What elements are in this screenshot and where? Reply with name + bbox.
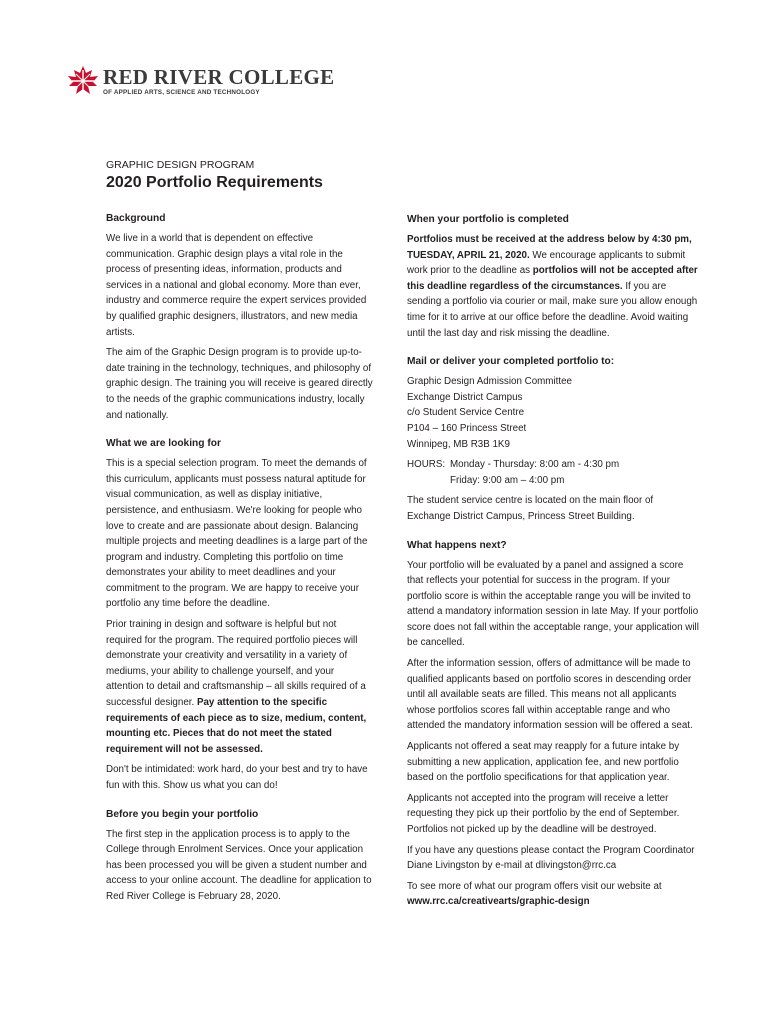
next-paragraph-6 [407,879,699,910]
completed-heading: When your portfolio is completed [407,214,569,225]
hours-label: HOURS: [407,459,446,471]
address-line: Graphic Design Admission Committee [407,376,572,388]
address-line: c/o Student Service Centre [407,407,525,419]
looking-heading: What we are looking for [106,438,221,450]
deadline-advice: If you are sending a portfolio via courier or mail, make sure you allow enough time for it to arrive at our office before the deadline. Avoid waiting until the last day and risk missing the deadline. [407,280,698,339]
page-title: 2020 Portfolio Requirements [106,174,323,191]
right-column [407,212,699,915]
background-paragraph-2: The aim of the Graphic Design program is to provide up-to-date training in the technology, techniques, and philosophy of graphic design. The training you will receive is geared directly to the needs of the graphic communications industry, locally and nationally. [106,347,373,421]
address-line: P104 – 160 Princess Street [407,422,527,434]
next-paragraph-4: Applicants not accepted into the program will receive a letter requesting they pick up their portfolio by the end of September. Portfolios not picked up by the deadline will be destroyed. [407,792,680,835]
background-heading: Background [106,213,166,224]
background-paragraph-1: We live in a world that is dependent on effective communication. Graphic design plays a vital role in the process of presenting ideas, information, products and services in a national and global economy. More than ever, industry and commerce require the expert services provided by qualified graphic designers, illustrators, and new media artists. [106,233,367,338]
mailing-address [407,374,699,452]
deadline-bold: Portfolios must be received at the address below by 4:30 pm, TUESDAY, APRIL 21, 2020. [407,234,692,261]
website-link[interactable]: www.rrc.ca/creativearts/graphic-design [407,896,590,908]
next-paragraph-3: Applicants not offered a seat may reapply for a future intake by submitting a new application, application fee, and new portfolio based on the portfolio specifications for that application year. [407,741,680,784]
next-paragraph-1: Your portfolio will be evaluated by a panel and assigned a score that reflects your potential for success in the program. If your portfolio score is within the acceptable range you will be invited to attend a mandatory information session in late May. If your portfolio score does not fall within the acceptable range, your application will be cancelled. [407,559,699,649]
college-logo [66,64,334,98]
looking-paragraph-2-bold: Pay attention to the specific requirements of each piece as to size, medium, content, mounting etc. Pieces that do not meet the stated requirement will not be assessed. [106,697,367,755]
deadline-text: We encourage applicants to submit work prior to the deadline as [407,249,686,277]
looking-paragraph-3: Don't be intimidated: work hard, do your best and try to have fun with this. Show us what you can do! [106,764,368,791]
office-hours [407,457,699,488]
next-heading: What happens next? [407,539,507,551]
next-paragraph-5: If you have any questions please contact the Program Coordinator Diane Livingston by e-mail at dlivingston@rrc.ca [407,844,695,872]
looking-paragraph-2-text: Prior training in design and software is helpful but not required for the program. The required portfolio pieces will demonstrate your creativity and versatility in a variety of mediums, your ability to challenge yourself, and your attention to detail and craftsmanship – all skills required of a successful designer. [106,619,366,709]
address-line: Winnipeg, MB R3B 1K9 [407,438,510,450]
completed-paragraph [407,232,699,341]
program-label: GRAPHIC DESIGN PROGRAM [106,159,255,171]
hours-line-1: Monday - Thursday: 8:00 am - 4:30 pm [450,459,620,471]
hours-line-2: Friday: 9:00 am – 4:00 pm [450,474,565,486]
next-paragraph-2: After the information session, offers of admittance will be made to qualified applicants based on portfolio scores in descending order until all available seats are filled. This means not all applicants whose portfolios scores fall within acceptable range and who attended the mandatory information session will be offered a seat. [407,658,693,732]
logo-name: RED RIVER COLLEGE [103,64,335,89]
mail-heading: Mail or deliver your completed portfolio to: [407,356,615,368]
maple-leaf-logo-icon [66,64,100,98]
website-intro: To see more of what our program offers visit our website at [407,880,662,892]
before-heading: Before you begin your portfolio [106,808,259,820]
service-centre-paragraph: The student service centre is located on the main floor of Exchange District Campus, Princess Street Building. [407,495,654,522]
looking-paragraph-1: This is a special selection program. To meet the demands of this curriculum, applicants must possess natural aptitude for visual communication, as well as display initiative, persistence, and enthusiasm. We're looking for people who love to create and are passionate about design. Balancing multiple projects and meeting deadlines is a large part of the program and industry. Completing this portfolio on time demonstrates your ability to meet deadlines and your commitment to the program. We are happy to receive your portfolio any time before the deadline. [106,458,368,610]
address-line: Exchange District Campus [407,391,523,403]
left-column [106,211,374,910]
deadline-warning-bold: portfolios will not be accepted after this deadline regardless of the circumstances. [407,265,698,292]
looking-paragraph-2 [106,617,374,757]
logo-subtitle: OF APPLIED ARTS, SCIENCE AND TECHNOLOGY [103,88,260,96]
before-paragraph-1: The first step in the application process is to apply to the College through Enrolment Services. Once your application has been processed you will be given a student number and access to your online account. The deadline for application to Red River College is February 28, 2020. [106,828,372,902]
